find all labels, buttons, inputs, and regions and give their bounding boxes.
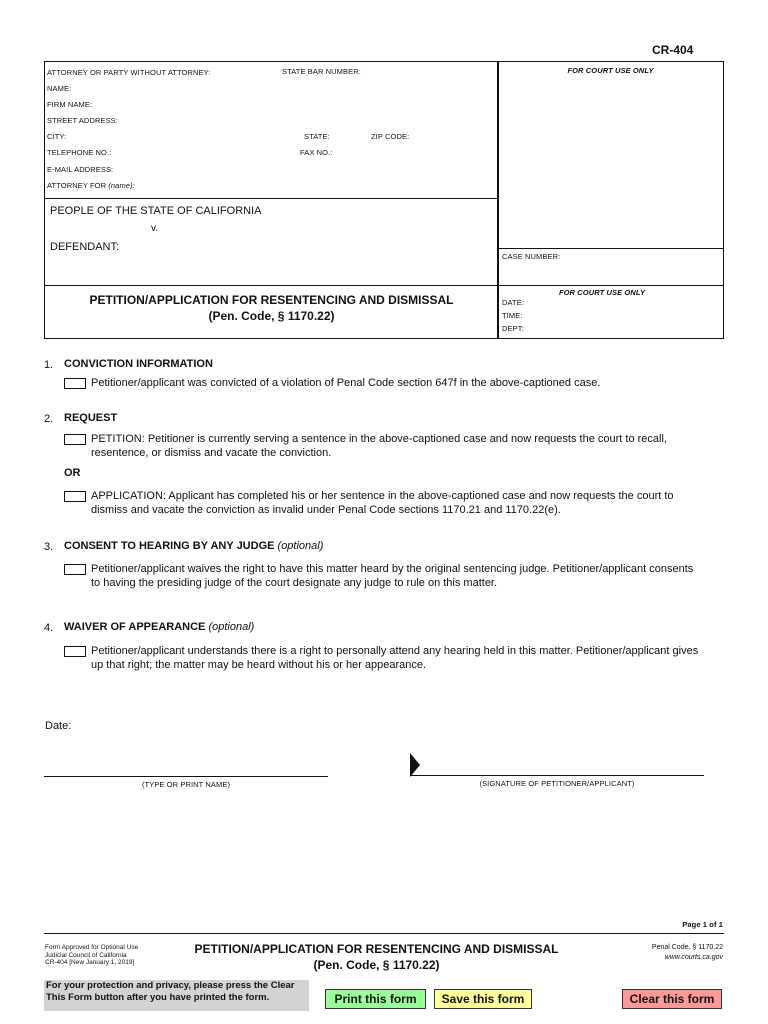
form-title: PETITION/APPLICATION FOR RESENTENCING AND DISMISSAL [89,293,454,307]
application-text-line2: dismiss and vacate the conviction as invalid under Penal Code sections 1170.21 and 1170.22(e). [91,504,561,516]
footer-title: PETITION/APPLICATION FOR RESENTENCING AND DISMISSAL [194,942,559,956]
section-3-title [64,540,323,552]
state-bar-label: STATE BAR NUMBER: [282,67,361,76]
people-caption: PEOPLE OF THE STATE OF CALIFORNIA [50,205,262,217]
consent-checkbox[interactable] [64,564,86,575]
section-2-number: 2. [44,413,54,425]
case-number-bottom-divider [497,285,724,286]
print-name-line[interactable] [44,776,328,777]
case-number-top-divider [497,248,724,249]
city-label: CITY: [47,132,67,141]
signature-line[interactable] [410,775,704,776]
section-1-title: CONVICTION INFORMATION [64,358,213,370]
state-label: STATE: [304,132,330,141]
court-use-only-label-2: FOR COURT USE ONLY [558,288,646,297]
court-use-box [497,61,724,339]
name-label: NAME: [47,84,72,93]
footer-code-ref: Penal Code, § 1170.22 [651,944,723,951]
petition-text-line1: PETITION: Petitioner is currently serving a sentence in the above-captioned case and now requests the court to recall, [91,433,667,445]
attorney-box [44,61,499,199]
approved-line-2: Judicial Council of California [45,951,127,959]
consent-text-line1: Petitioner/applicant waives the right to have this matter heard by the original sentencing judge. Petitioner/applicant consents [91,563,694,575]
court-use-only-label: FOR COURT USE ONLY [567,66,654,75]
date-signature-label: Date: [45,720,72,732]
attorney-for-name-hint: (name): [108,181,135,190]
section-4-number: 4. [44,622,54,634]
case-number-label: CASE NUMBER: [502,252,561,261]
section-2-title: REQUEST [64,412,118,424]
attorney-for-label [47,181,135,190]
section-4-title-text: WAIVER OF APPEARANCE [64,621,206,633]
petition-text-line2: resentence, or dismiss and vacate the conviction. [91,447,332,459]
waiver-text-line1: Petitioner/applicant understands there is a right to personally attend any hearing held in this matter. Petitioner/applicant gives [91,645,699,657]
or-label: OR [64,467,81,479]
fax-label: FAX NO.: [300,148,333,157]
privacy-line-1: For your protection and privacy, please press the Clear [46,980,295,991]
versus-caption: v. [151,223,159,234]
approved-line-3: CR-404 [New January 1, 2019] [45,959,135,966]
section-1-number: 1. [44,359,54,371]
date-label: DATE: [502,298,525,307]
defendant-caption: DEFENDANT: [50,241,120,253]
form-approved-block [45,944,138,967]
print-name-caption: (TYPE OR PRINT NAME) [141,780,231,789]
email-label: E-MAIL ADDRESS: [47,165,114,174]
footer-rule [44,933,724,934]
section-4-optional: (optional) [208,621,255,633]
clear-button[interactable]: Clear this form [622,989,722,1009]
application-checkbox[interactable] [64,491,86,502]
form-subtitle: (Pen. Code, § 1170.22) [208,309,335,323]
phone-label: TELEPHONE NO.: [47,148,112,157]
consent-text-line2: to having the presiding judge of the court designate any judge to rule on this matter. [91,577,498,589]
section-3-number: 3. [44,541,54,553]
section-4-title [64,621,254,633]
approved-line-1: Form Approved for Optional Use [45,944,139,951]
dept-label: DEPT: [502,324,524,333]
time-label: TIME: [502,311,523,320]
section-3-optional: (optional) [277,540,324,552]
signature-caption: (SIGNATURE OF PETITIONER/APPLICANT) [479,779,635,788]
section-3-title-text: CONSENT TO HEARING BY ANY JUDGE [64,540,275,552]
conviction-text: Petitioner/applicant was convicted of a violation of Penal Code section 647f in the above-captioned case. [91,377,601,389]
page-indicator: Page 1 of 1 [682,920,723,929]
zip-label: ZIP CODE: [371,132,410,141]
privacy-line-2: This Form button after you have printed the form. [46,992,270,1003]
waiver-checkbox[interactable] [64,646,86,657]
privacy-notice [44,980,309,1011]
form-id: CR-404 [652,43,694,57]
print-button[interactable]: Print this form [325,989,426,1009]
street-label: STREET ADDRESS: [47,116,118,125]
save-button[interactable]: Save this form [434,989,532,1009]
attorney-label: ATTORNEY OR PARTY WITHOUT ATTORNEY: [47,68,211,77]
petition-checkbox[interactable] [64,434,86,445]
conviction-checkbox[interactable] [64,378,86,389]
attorney-for-text: ATTORNEY FOR [47,181,107,190]
firm-label: FIRM NAME: [47,100,93,109]
waiver-text-line2: up that right; the matter may be heard without his or her appearance. [91,659,427,671]
footer-subtitle: (Pen. Code, § 1170.22) [313,958,440,972]
footer-website: www.courts.ca.gov [664,954,723,961]
application-text-line1: APPLICATION: Applicant has completed his or her sentence in the above-captioned case and now requests the court to [91,490,674,502]
